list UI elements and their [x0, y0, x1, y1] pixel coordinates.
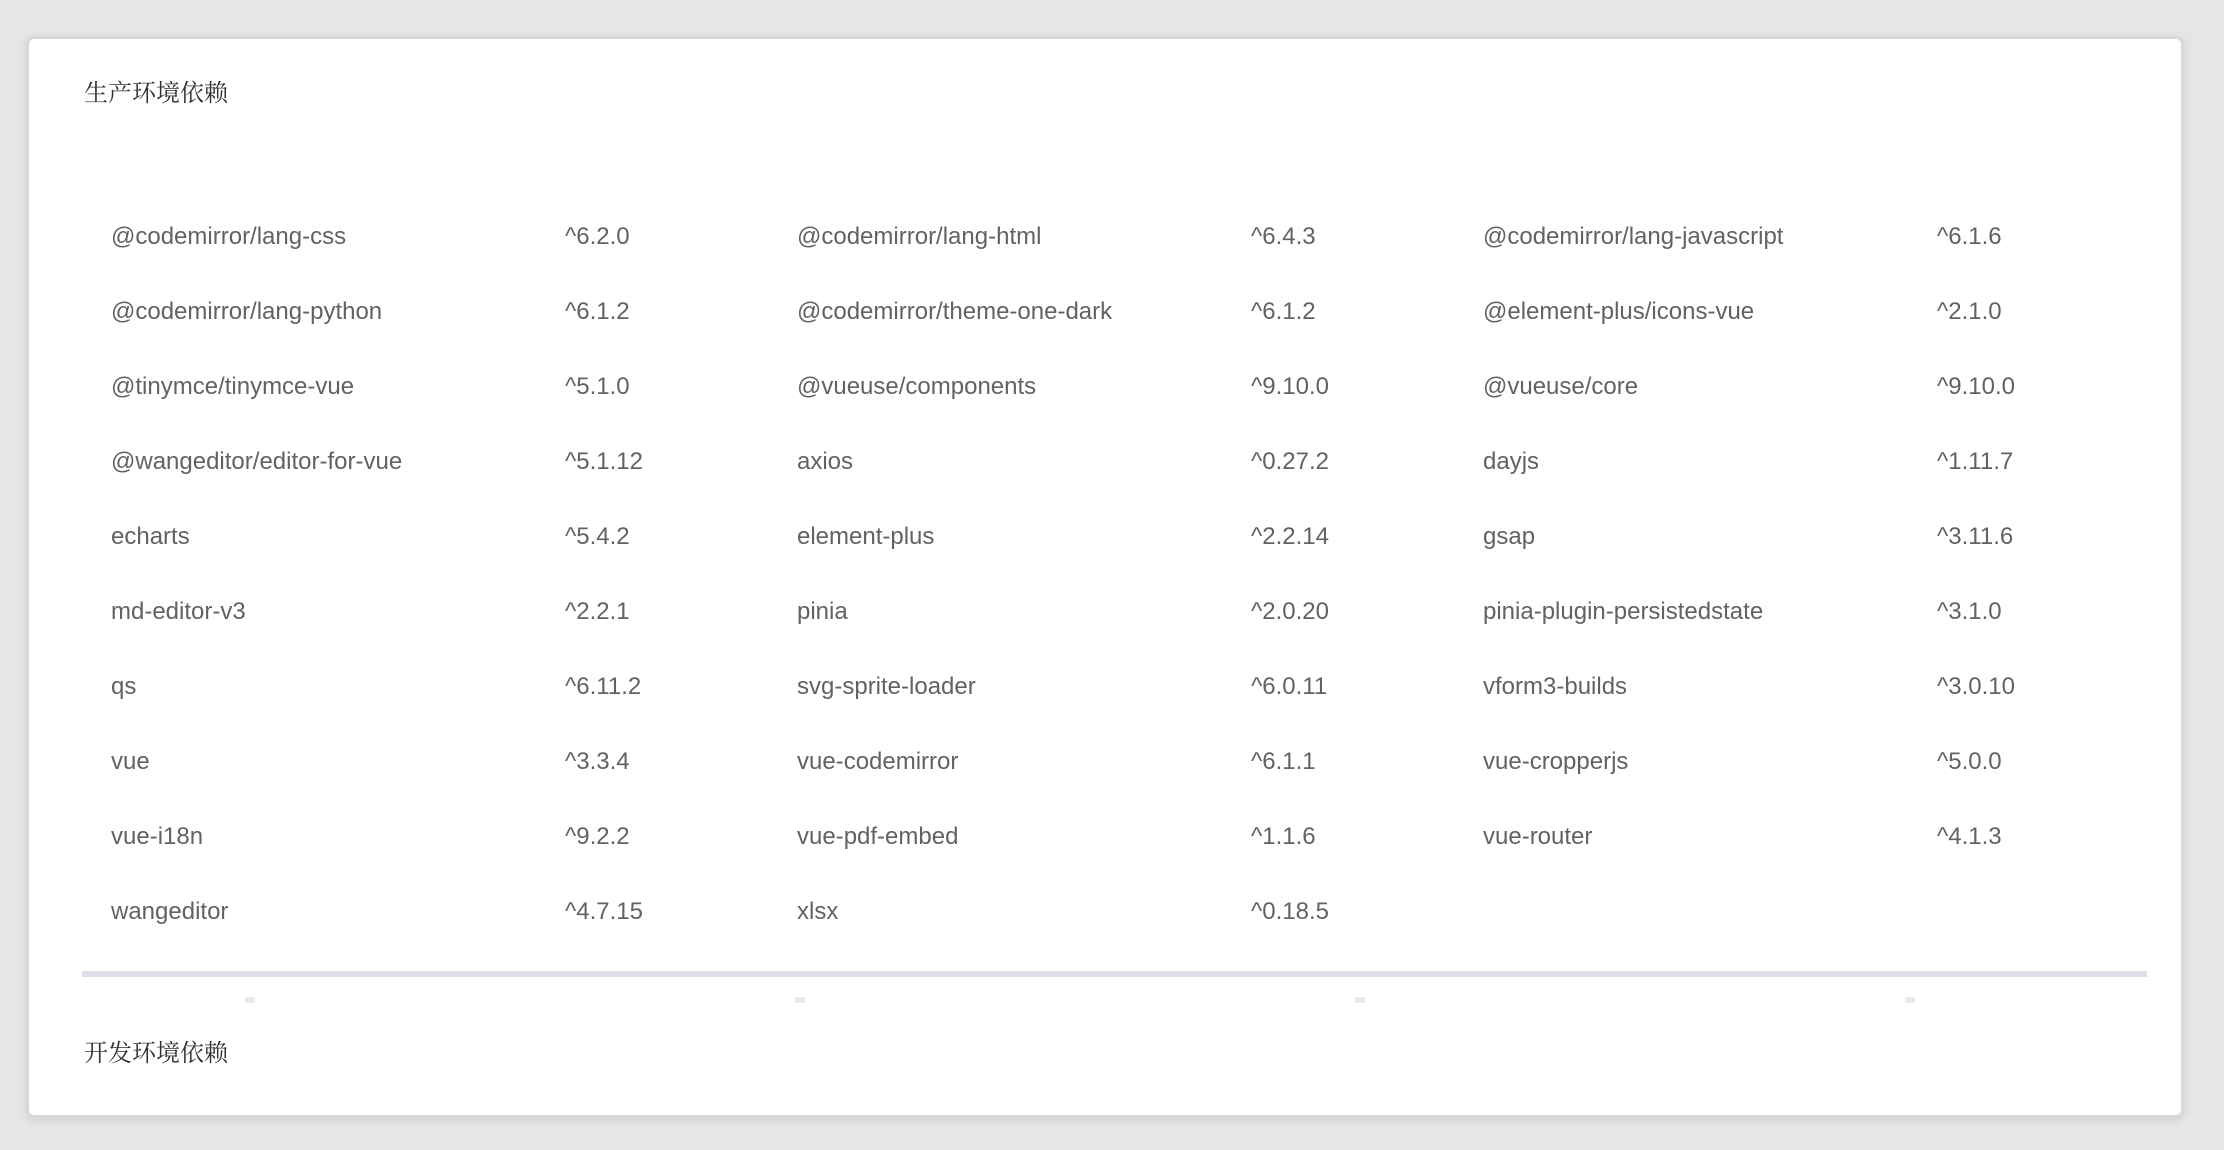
dependency-name: echarts — [111, 523, 190, 550]
production-dependencies-table — [89, 199, 2144, 949]
divider-tick — [1355, 997, 1365, 1003]
dependency-version: ^2.2.14 — [1251, 523, 1329, 550]
dependency-name: vue — [111, 748, 150, 775]
section-divider — [82, 971, 2147, 977]
dependency-name: vue-i18n — [111, 823, 204, 850]
dependency-version: ^2.0.20 — [1251, 598, 1329, 625]
dependency-version: ^6.11.2 — [565, 673, 642, 700]
dependency-version: ^1.11.7 — [1937, 448, 2014, 475]
dependency-version: ^9.10.0 — [1937, 373, 2015, 400]
dependency-version: ^6.2.0 — [565, 223, 630, 250]
dependency-name: pinia-plugin-persistedstate — [1483, 598, 1764, 625]
dependency-version: ^6.4.3 — [1251, 223, 1316, 250]
dependency-name: wangeditor — [111, 898, 229, 925]
dependency-version: ^0.27.2 — [1251, 448, 1329, 475]
development-dependencies-title: 开发环境依赖 — [84, 1040, 228, 1067]
dependency-name: @codemirror/lang-html — [797, 223, 1042, 250]
dependency-name: @codemirror/lang-python — [111, 298, 383, 325]
dependency-name: @wangeditor/editor-for-vue — [111, 448, 403, 475]
dependencies-card — [26, 36, 2184, 1118]
dependency-name: vue-pdf-embed — [797, 823, 959, 850]
dependency-name: @vueuse/core — [1483, 373, 1639, 400]
dependency-name: pinia — [797, 598, 848, 625]
dependency-version: ^5.4.2 — [565, 523, 630, 550]
dependency-version: ^6.1.2 — [565, 298, 630, 325]
dependency-name: xlsx — [797, 898, 839, 925]
dependency-name: @codemirror/lang-javascript — [1483, 223, 1784, 250]
dependency-version: ^3.1.0 — [1937, 598, 2002, 625]
dependency-name: @vueuse/components — [797, 373, 1037, 400]
dependency-name: element-plus — [797, 523, 935, 550]
divider-tick — [795, 997, 805, 1003]
dependency-version: ^5.1.12 — [565, 448, 643, 475]
dependency-version: ^6.1.6 — [1937, 223, 2002, 250]
dependency-name: gsap — [1483, 523, 1536, 550]
divider-tick — [245, 997, 255, 1003]
dependency-version: ^3.11.6 — [1937, 523, 2014, 550]
dependency-version: ^6.1.2 — [1251, 298, 1316, 325]
dependency-version: ^3.3.4 — [565, 748, 630, 775]
production-dependencies-title: 生产环境依赖 — [84, 80, 228, 107]
dependency-name: vue-cropperjs — [1483, 748, 1629, 775]
dependency-version: ^4.7.15 — [565, 898, 643, 925]
dependency-name: axios — [797, 448, 854, 475]
dependency-version: ^6.1.1 — [1251, 748, 1316, 775]
dependency-name: md-editor-v3 — [111, 598, 246, 625]
dependency-version: ^5.0.0 — [1937, 748, 2002, 775]
dependency-name: vform3-builds — [1483, 673, 1628, 700]
dependency-name: @tinymce/tinymce-vue — [111, 373, 355, 400]
dependency-version: ^1.1.6 — [1251, 823, 1316, 850]
dependency-name: @codemirror/theme-one-dark — [797, 298, 1113, 325]
dependency-name: qs — [111, 673, 137, 700]
dependency-name: @codemirror/lang-css — [111, 223, 347, 250]
dependency-version: ^9.2.2 — [565, 823, 630, 850]
dependency-version: ^5.1.0 — [565, 373, 630, 400]
dependency-version: ^6.0.11 — [1251, 673, 1328, 700]
dependency-version: ^2.1.0 — [1937, 298, 2002, 325]
dependency-name: svg-sprite-loader — [797, 673, 976, 700]
dependency-version: ^2.2.1 — [565, 598, 630, 625]
dependency-name: dayjs — [1483, 448, 1540, 475]
dependency-version: ^4.1.3 — [1937, 823, 2002, 850]
dependency-version: ^9.10.0 — [1251, 373, 1329, 400]
dependency-name: @element-plus/icons-vue — [1483, 298, 1755, 325]
dependency-name: vue-router — [1483, 823, 1593, 850]
dependency-name: vue-codemirror — [797, 748, 959, 775]
divider-tick — [1905, 997, 1915, 1003]
dependency-version: ^3.0.10 — [1937, 673, 2015, 700]
dependency-version: ^0.18.5 — [1251, 898, 1329, 925]
